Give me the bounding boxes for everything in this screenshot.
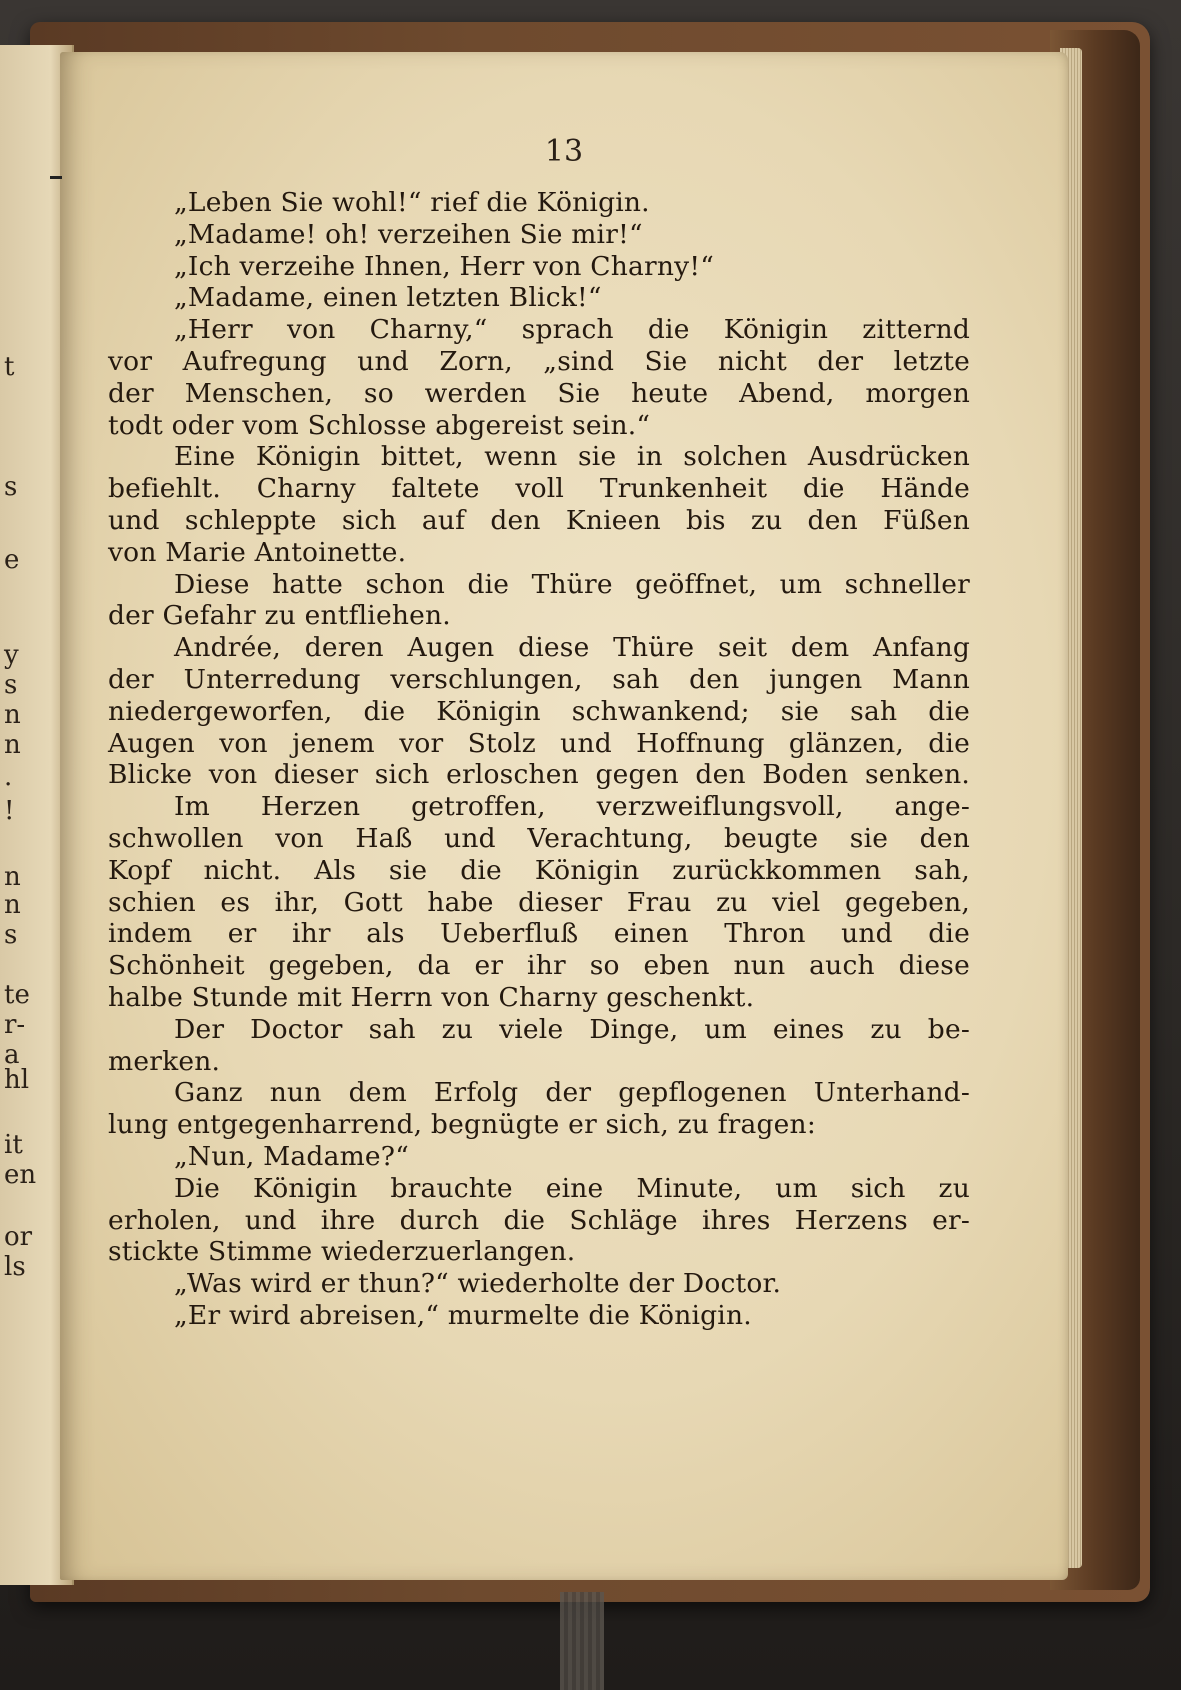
text-line: befiehlt. Charny faltete voll Trunkenheit die Hände	[108, 473, 970, 505]
previous-page-text-fragment: te	[4, 980, 30, 1010]
text-line: „Er wird abreisen,“ murmelte die Königin.	[174, 1299, 752, 1331]
text-line: „Was wird er thun?“ wiederholte der Doctor.	[174, 1268, 782, 1300]
previous-page-text-fragment: .	[4, 762, 13, 792]
text-line: der Unterredung verschlungen, sah den jungen Mann	[108, 663, 970, 695]
previous-page-text-fragment: r-	[4, 1010, 26, 1040]
text-line: halbe Stunde mit Herrn von Charny geschenkt.	[108, 981, 755, 1013]
previous-page-text-fragment: or	[4, 1222, 33, 1252]
bookmark-ribbon	[560, 1592, 604, 1690]
previous-page-text-fragment: n	[4, 890, 21, 920]
previous-page-text-fragment: n	[4, 862, 21, 892]
text-line: und schleppte sich auf den Knieen bis zu den Füßen	[108, 504, 970, 536]
text-line: schien es ihr, Gott habe dieser Frau zu viel gegeben,	[108, 886, 970, 918]
text-line: „Nun, Madame?“	[174, 1140, 409, 1172]
previous-page-text-fragment: t	[4, 352, 15, 382]
text-line: Der Doctor sah zu viele Dinge, um eines zu be-	[174, 1013, 970, 1045]
page-number: 13	[544, 134, 584, 169]
text-line: der Menschen, so werden Sie heute Abend, morgen	[108, 377, 970, 409]
previous-page-text-fragment: n	[4, 730, 21, 760]
previous-page-text-fragment: s	[4, 920, 18, 950]
previous-page-text-fragment: !	[4, 796, 15, 826]
text-line: „Madame, einen letzten Blick!“	[174, 282, 602, 314]
margin-mark	[50, 176, 62, 179]
text-line: Kopf nicht. Als sie die Königin zurückkommen sah,	[108, 854, 970, 886]
previous-page-text-fragment: s	[4, 472, 18, 502]
text-line: erholen, und ihre durch die Schläge ihres Herzens er-	[108, 1204, 970, 1236]
text-line: merken.	[108, 1045, 221, 1077]
previous-page-text-fragment: s	[4, 670, 18, 700]
text-line: todt oder vom Schlosse abgereist sein.“	[108, 409, 651, 441]
text-line: „Leben Sie wohl!“ rief die Königin.	[174, 187, 650, 218]
text-line: Blicke von dieser sich erloschen gegen den Boden senken.	[108, 759, 970, 791]
text-line: Ganz nun dem Erfolg der gepflogenen Unterhand-	[174, 1077, 970, 1109]
text-line: vor Aufregung und Zorn, „sind Sie nicht der letzte	[108, 345, 970, 377]
text-line: Eine Königin bittet, wenn sie in solchen Ausdrücken	[174, 441, 970, 473]
text-line: Die Königin brauchte eine Minute, um sich zu	[174, 1172, 970, 1204]
text-line: Diese hatte schon die Thüre geöffnet, um schneller	[174, 568, 970, 600]
text-line: Andrée, deren Augen diese Thüre seit dem Anfang	[174, 632, 970, 664]
previous-page-text-fragment: e	[4, 545, 20, 575]
previous-page-text-fragment: y	[4, 640, 19, 670]
text-line: Schönheit gegeben, da er ihr so eben nun auch diese	[108, 950, 970, 982]
book-page	[60, 52, 1068, 1580]
text-line: schwollen von Haß und Verachtung, beugte sie den	[108, 822, 970, 854]
previous-page-text-fragment: n	[4, 700, 21, 730]
previous-page-text-fragment: a	[4, 1040, 20, 1070]
text-line: von Marie Antoinette.	[108, 536, 407, 568]
previous-page-text-fragment: ls	[4, 1252, 26, 1282]
text-line: stickte Stimme wiederzuerlangen.	[108, 1236, 576, 1268]
text-line: der Gefahr zu entfliehen.	[108, 600, 451, 632]
previous-page-text-fragment: it	[4, 1130, 23, 1160]
previous-page-text-fragment: hl	[4, 1065, 30, 1095]
body-text	[108, 187, 970, 1332]
text-line: „Herr von Charny,“ sprach die Königin zitternd	[174, 314, 970, 346]
text-line: indem er ihr als Ueberfluß einen Thron und die	[108, 918, 970, 950]
text-line: niedergeworfen, die Königin schwankend; sie sah die	[108, 695, 970, 727]
text-line: Augen von jenem vor Stolz und Hoffnung glänzen, die	[108, 727, 970, 759]
text-line: lung entgegenharrend, begnügte er sich, zu fragen:	[108, 1109, 816, 1141]
text-line: „Ich verzeihe Ihnen, Herr von Charny!“	[174, 250, 714, 282]
text-line: „Madame! oh! verzeihen Sie mir!“	[174, 218, 643, 250]
previous-page-text-fragment: en	[4, 1160, 37, 1190]
text-line: Im Herzen getroffen, verzweiflungsvoll, ange-	[174, 791, 970, 823]
